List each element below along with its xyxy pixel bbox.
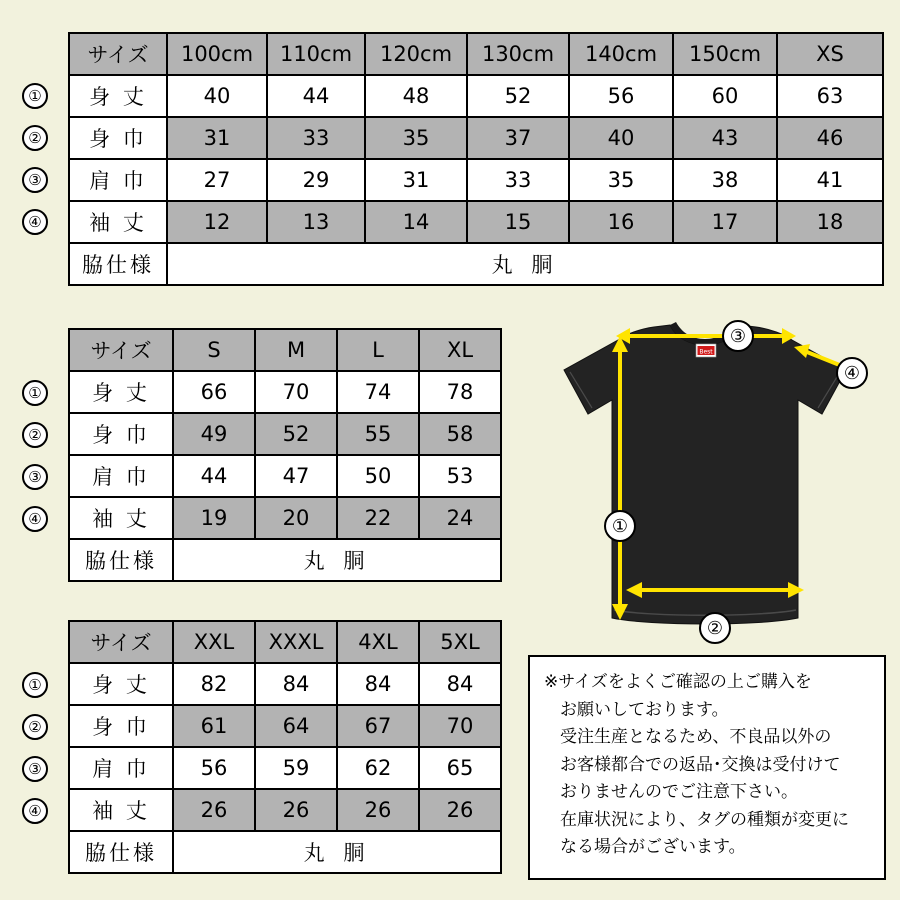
notice-line: 在庫状況により、タグの種類が変更に <box>560 809 849 830</box>
cell: 70 <box>255 371 337 413</box>
header-cell: S <box>173 329 255 371</box>
cell: 50 <box>337 455 419 497</box>
marker-circle-1: ① <box>22 380 48 406</box>
row-label: 袖 丈 <box>69 789 173 831</box>
cell: 13 <box>267 201 365 243</box>
cell: 55 <box>337 413 419 455</box>
cell: 19 <box>173 497 255 539</box>
header-cell: XS <box>777 33 883 75</box>
table-header-row <box>69 33 883 75</box>
cell: 20 <box>255 497 337 539</box>
size-table-adult <box>68 328 502 582</box>
size-table-kids <box>68 32 884 286</box>
row-label: 身 丈 <box>69 75 167 117</box>
marker-circle-3: ③ <box>22 167 48 193</box>
cell: 82 <box>173 663 255 705</box>
table-row <box>69 747 501 789</box>
cell: 16 <box>569 201 673 243</box>
header-cell: 110cm <box>267 33 365 75</box>
cell: 37 <box>467 117 569 159</box>
table-row <box>69 371 501 413</box>
header-cell-size: サイズ <box>69 329 173 371</box>
row-label: 身 巾 <box>69 413 173 455</box>
cell: 26 <box>255 789 337 831</box>
marker-circle-2: ② <box>22 422 48 448</box>
table-row <box>69 201 883 243</box>
notice-line: 受注生産となるため、不良品以外の <box>560 727 832 748</box>
cell: 46 <box>777 117 883 159</box>
footer-value: 丸 胴 <box>173 831 501 873</box>
notice-line: おりませんのでご注意下さい。 <box>560 782 798 803</box>
marker-circle-1: ① <box>22 672 48 698</box>
cell: 48 <box>365 75 467 117</box>
cell: 35 <box>365 117 467 159</box>
cell: 70 <box>419 705 501 747</box>
marker-circle-4: ④ <box>22 798 48 824</box>
marker-circle-2: ② <box>22 714 48 740</box>
marker-column-adult <box>22 372 48 540</box>
cell: 18 <box>777 201 883 243</box>
footer-value: 丸 胴 <box>173 539 501 581</box>
cell: 60 <box>673 75 777 117</box>
svg-text:Best: Best <box>699 348 713 356</box>
cell: 63 <box>777 75 883 117</box>
notice-line: お願いしております。 <box>560 699 729 720</box>
cell: 26 <box>173 789 255 831</box>
cell: 29 <box>267 159 365 201</box>
header-cell: XXXL <box>255 621 337 663</box>
cell: 26 <box>337 789 419 831</box>
cell: 35 <box>569 159 673 201</box>
header-cell: 140cm <box>569 33 673 75</box>
table-row <box>69 455 501 497</box>
cell: 40 <box>167 75 267 117</box>
header-cell: XL <box>419 329 501 371</box>
header-cell: 5XL <box>419 621 501 663</box>
cell: 24 <box>419 497 501 539</box>
row-label: 身 丈 <box>69 663 173 705</box>
row-label: 袖 丈 <box>69 497 173 539</box>
notice-line: なる場合がございます。 <box>560 837 746 858</box>
cell: 66 <box>173 371 255 413</box>
cell: 56 <box>173 747 255 789</box>
marker-column-big <box>22 664 48 832</box>
marker-circle-3: ③ <box>22 756 48 782</box>
row-label: 身 巾 <box>69 117 167 159</box>
cell: 78 <box>419 371 501 413</box>
cell: 44 <box>173 455 255 497</box>
notice-line: ※サイズをよくご確認の上ご購入を <box>544 672 812 692</box>
cell: 61 <box>173 705 255 747</box>
cell: 53 <box>419 455 501 497</box>
cell: 59 <box>255 747 337 789</box>
table-row <box>69 705 501 747</box>
cell: 14 <box>365 201 467 243</box>
diagram-marker-shoulder-width: ③ <box>722 320 754 352</box>
marker-circle-2: ② <box>22 125 48 151</box>
row-label: 袖 丈 <box>69 201 167 243</box>
cell: 67 <box>337 705 419 747</box>
cell: 12 <box>167 201 267 243</box>
cell: 17 <box>673 201 777 243</box>
cell: 38 <box>673 159 777 201</box>
header-cell: L <box>337 329 419 371</box>
cell: 49 <box>173 413 255 455</box>
cell: 74 <box>337 371 419 413</box>
cell: 62 <box>337 747 419 789</box>
table-footer-row <box>69 539 501 581</box>
cell: 43 <box>673 117 777 159</box>
cell: 40 <box>569 117 673 159</box>
row-label: 身 巾 <box>69 705 173 747</box>
row-label: 身 丈 <box>69 371 173 413</box>
table-row <box>69 663 501 705</box>
table-row <box>69 75 883 117</box>
header-cell: 120cm <box>365 33 467 75</box>
row-label: 肩 巾 <box>69 455 173 497</box>
diagram-marker-body-width: ② <box>699 612 731 644</box>
cell: 56 <box>569 75 673 117</box>
cell: 52 <box>467 75 569 117</box>
diagram-marker-sleeve-length: ④ <box>836 357 868 389</box>
marker-column-kids <box>22 75 48 243</box>
cell: 44 <box>267 75 365 117</box>
table-header-row <box>69 329 501 371</box>
marker-circle-4: ④ <box>22 506 48 532</box>
marker-circle-4: ④ <box>22 209 48 235</box>
header-cell: XXL <box>173 621 255 663</box>
table-row <box>69 497 501 539</box>
cell: 15 <box>467 201 569 243</box>
table-row <box>69 789 501 831</box>
cell: 22 <box>337 497 419 539</box>
table-row <box>69 413 501 455</box>
header-cell: 4XL <box>337 621 419 663</box>
marker-circle-1: ① <box>22 83 48 109</box>
cell: 84 <box>419 663 501 705</box>
footer-value: 丸 胴 <box>167 243 883 285</box>
row-label: 肩 巾 <box>69 747 173 789</box>
cell: 31 <box>365 159 467 201</box>
row-label: 肩 巾 <box>69 159 167 201</box>
cell: 27 <box>167 159 267 201</box>
header-cell-size: サイズ <box>69 621 173 663</box>
cell: 41 <box>777 159 883 201</box>
cell: 52 <box>255 413 337 455</box>
header-cell: M <box>255 329 337 371</box>
table-footer-row <box>69 243 883 285</box>
notice-box <box>528 655 886 880</box>
cell: 47 <box>255 455 337 497</box>
cell: 58 <box>419 413 501 455</box>
cell: 65 <box>419 747 501 789</box>
cell: 33 <box>467 159 569 201</box>
cell: 26 <box>419 789 501 831</box>
table-row <box>69 159 883 201</box>
cell: 84 <box>255 663 337 705</box>
table-header-row <box>69 621 501 663</box>
footer-label: 脇仕様 <box>69 539 173 581</box>
footer-label: 脇仕様 <box>69 831 173 873</box>
cell: 84 <box>337 663 419 705</box>
footer-label: 脇仕様 <box>69 243 167 285</box>
header-cell: 130cm <box>467 33 569 75</box>
table-footer-row <box>69 831 501 873</box>
size-table-big <box>68 620 502 874</box>
cell: 33 <box>267 117 365 159</box>
table-row <box>69 117 883 159</box>
cell: 64 <box>255 705 337 747</box>
marker-circle-3: ③ <box>22 464 48 490</box>
cell: 31 <box>167 117 267 159</box>
header-cell-size: サイズ <box>69 33 167 75</box>
header-cell: 150cm <box>673 33 777 75</box>
header-cell: 100cm <box>167 33 267 75</box>
tshirt-illustration <box>530 318 880 648</box>
diagram-marker-body-length: ① <box>604 510 636 542</box>
notice-line: お客様都合での返品･交換は受付けて <box>560 754 841 775</box>
tshirt-diagram <box>530 318 880 648</box>
